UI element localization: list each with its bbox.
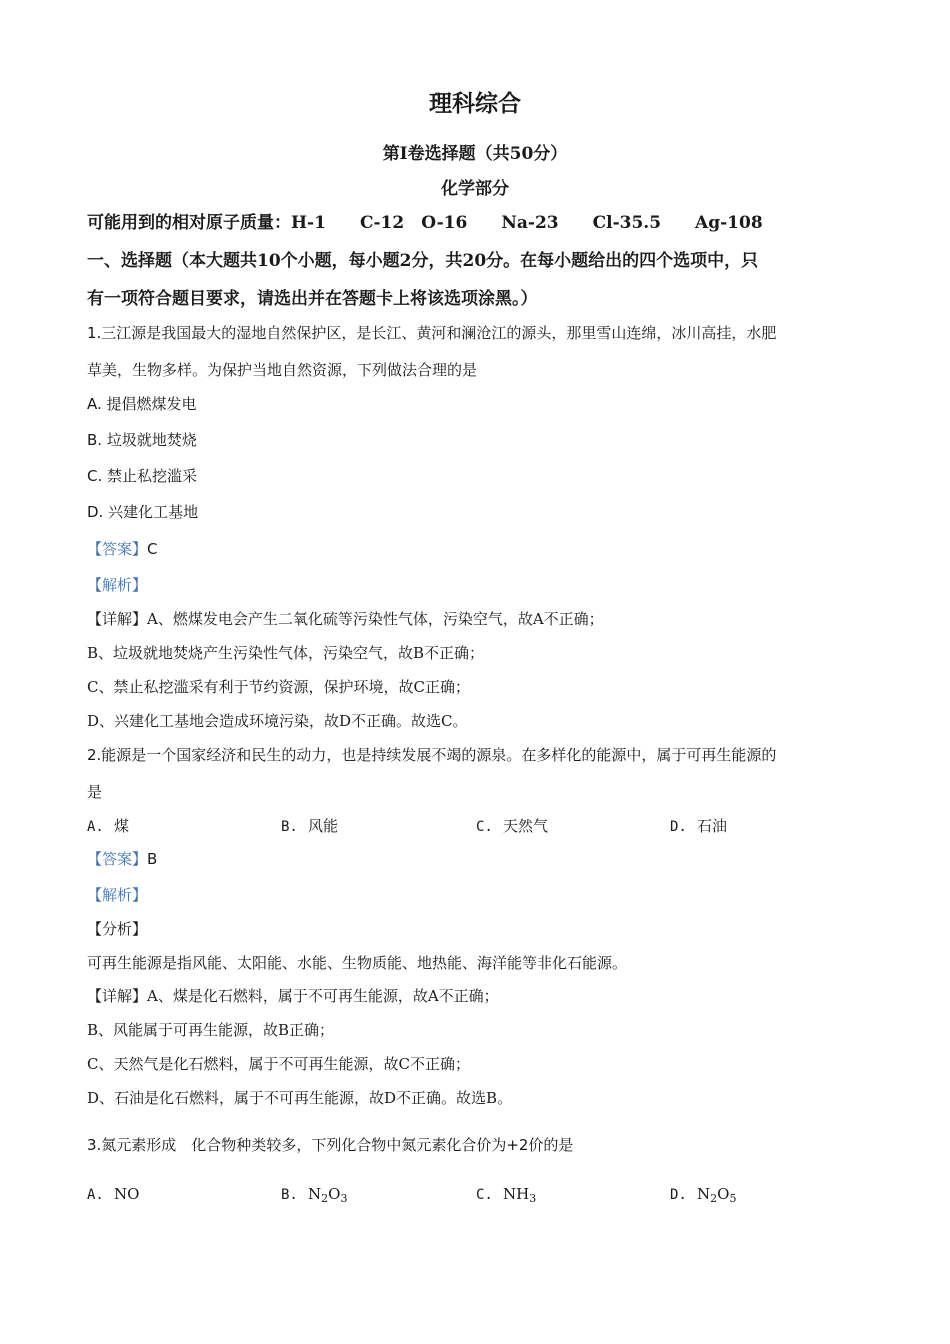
- q2-detail-2: B、风能属于可再生能源，故B正确；: [87, 1021, 335, 1039]
- option-letter: C.: [476, 1187, 493, 1203]
- q2-option-b: [281, 816, 338, 837]
- q1-option-c: C. 禁止私挖滥采: [87, 467, 198, 485]
- option-letter: A.: [87, 1187, 104, 1203]
- q1-stem-2: 草美，生物多样。为保护当地自然资源，下列做法合理的是: [87, 361, 478, 379]
- section-instructions-1: 一、选择题（本大题共10个小题，每小题2分，共20分。在每小题给出的四个选项中，只: [87, 251, 759, 271]
- section-title: 第Ⅰ卷选择题（共50分）: [382, 144, 568, 164]
- option-text: 煤: [114, 817, 130, 835]
- detail-label: 【详解】: [87, 610, 148, 628]
- q1-answer: [87, 539, 158, 559]
- answer-value: B: [147, 850, 158, 868]
- q3-option-b: [281, 1184, 347, 1205]
- q1-detail-3: C、禁止私挖滥采有利于节约资源，保护环境，故C正确；: [87, 678, 470, 696]
- section-instructions-2: 有一项符合题目要求，请选出并在答题卡上将该选项涂黑。）: [87, 289, 538, 309]
- part-title: 化学部分: [441, 179, 509, 199]
- q2-option-d: [670, 816, 727, 837]
- q1-detail-4: D、兴建化工基地会造成环境污染，故D不正确。故选C。: [87, 712, 468, 730]
- detail-label: 【详解】: [87, 987, 148, 1005]
- q1-option-a: A. 提倡燃煤发电: [87, 395, 197, 413]
- q2-fenxi-label: 【分析】: [87, 920, 148, 938]
- detail-text: A、燃煤发电会产生二氧化硫等污染性气体，污染空气，故A不正确；: [147, 610, 604, 628]
- q2-answer: [87, 849, 157, 869]
- option-text: 石油: [697, 817, 728, 835]
- q1-option-b: B. 垃圾就地焚烧: [87, 431, 197, 449]
- option-letter: B.: [281, 1187, 298, 1203]
- answer-label: 【答案】: [87, 850, 148, 868]
- answer-label: 【答案】: [87, 540, 148, 558]
- q1-option-d: D. 兴建化工基地: [87, 503, 199, 521]
- q3-option-d: [670, 1184, 736, 1205]
- q1-detail-2: B、垃圾就地焚烧产生污染性气体，污染空气，故B不正确；: [87, 644, 485, 662]
- q2-stem-1: 2.能源是一个国家经济和民生的动力，也是持续发展不竭的源泉。在多样化的能源中，属于可再生能源的: [87, 746, 777, 764]
- option-text: 天然气: [503, 817, 549, 835]
- option-formula: $N_2O_3$: [308, 1185, 348, 1205]
- detail-text: A、煤是化石燃料，属于不可再生能源，故A不正确；: [147, 987, 499, 1005]
- page-title: 理科综合: [429, 90, 521, 117]
- q2-option-a: [87, 816, 129, 837]
- q1-analysis-label: 【解析】: [87, 576, 148, 594]
- option-letter: D.: [670, 1187, 687, 1203]
- q2-detail-3: C、天然气是化石燃料，属于不可再生能源，故C不正确；: [87, 1055, 470, 1073]
- q3-stem: 3.氮元素形成 化合物种类较多，下列化合物中氮元素化合价为+2价的是: [87, 1136, 574, 1154]
- option-letter: A.: [87, 819, 104, 835]
- option-letter: C.: [476, 819, 493, 835]
- q2-option-c: [476, 816, 548, 837]
- q3-option-c: [476, 1184, 536, 1205]
- option-formula: $NH_3$: [503, 1185, 537, 1205]
- q2-stem-2: 是: [87, 783, 103, 801]
- q2-detail-1: [87, 986, 499, 1006]
- option-letter: D.: [670, 819, 687, 835]
- q1-detail-1: [87, 609, 604, 629]
- answer-value: C: [147, 540, 158, 558]
- atomic-mass-line: 可能用到的相对原子质量：H-1 C-12 O-16 Na-23 Cl-35.5 Ag-108: [87, 213, 763, 233]
- option-formula: $N_2O_5$: [697, 1185, 737, 1205]
- q2-analysis-label: 【解析】: [87, 886, 148, 904]
- option-text: 风能: [308, 817, 339, 835]
- option-text: NO: [114, 1185, 140, 1203]
- q3-option-a: [87, 1184, 139, 1205]
- q1-stem-1: 1.三江源是我国最大的湿地自然保护区，是长江、黄河和澜沧江的源头，那里雪山连绵，冰川高挂，水肥: [87, 324, 777, 342]
- q2-detail-4: D、石油是化石燃料，属于不可再生能源，故D不正确。故选B。: [87, 1089, 513, 1107]
- q2-fenxi-text: 可再生能源是指风能、太阳能、水能、生物质能、地热能、海洋能等非化石能源。: [87, 954, 628, 972]
- option-letter: B.: [281, 819, 298, 835]
